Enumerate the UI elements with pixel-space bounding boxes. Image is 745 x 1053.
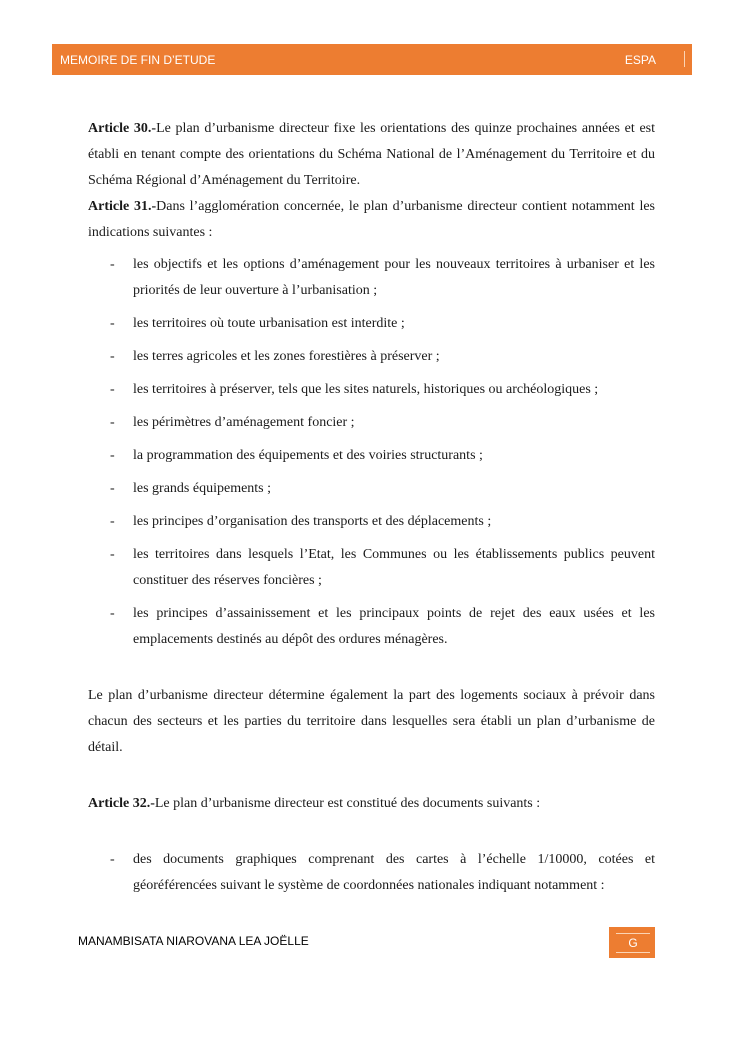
dash-bullet: - [110,349,115,364]
page-number: G [616,933,650,953]
header-separator [684,51,685,67]
dash-bullet: - [110,382,115,397]
list-item: - les territoires où toute urbanisation est interdite ; [88,311,655,337]
article-31-label: Article 31.- [88,199,157,214]
list-item: - les objectifs et les options d’aménagement pour les nouveaux territoires à urbaniser et les priorités de leur ouverture à l’urbanisation ; [88,252,655,304]
list-item: - les périmètres d’aménagement foncier ; [88,410,655,436]
list-item: - les grands équipements ; [88,476,655,502]
list-item: - des documents graphiques comprenant des cartes à l’échelle 1/10000, cotées et géoréférencées suivant le système de coordonnées nationales indiquant notamment : [88,847,655,899]
document-body [88,116,655,906]
dash-bullet: - [110,257,115,272]
dash-bullet: - [110,606,115,621]
list-item: - les terres agricoles et les zones forestières à préserver ; [88,344,655,370]
header-school: ESPA [624,53,656,67]
logements-paragraph: Le plan d’urbanisme directeur détermine également la part des logements sociaux à prévoir dans chacun des secteurs et les parties du territoire dans lesquelles sera établi un plan d’urbanisme de détail. [88,688,655,755]
dash-bullet: - [110,481,115,496]
article-32-text: Le plan d’urbanisme directeur est constitué des documents suivants : [154,796,541,811]
article-32 [88,791,655,817]
article-32-label: Article 32.- [88,796,155,811]
page-header [52,44,692,75]
header-title: MEMOIRE DE FIN D’ETUDE [60,53,216,67]
article-31-text: Dans l’agglomération concernée, le plan d’urbanisme directeur contient notamment les indications suivantes : [88,199,655,240]
article-30-label: Article 30.- [88,121,157,136]
article-31-list [88,252,655,653]
footer-author: MANAMBISATA NIAROVANA LEA JOËLLE [78,934,309,948]
dash-bullet: - [110,448,115,463]
list-item: - les principes d’organisation des transports et des déplacements ; [88,509,655,535]
list-item: - la programmation des équipements et des voiries structurants ; [88,443,655,469]
dash-bullet: - [110,316,115,331]
page-number-box [609,927,655,958]
article-31 [88,194,655,246]
dash-bullet: - [110,852,115,867]
list-item: - les principes d’assainissement et les principaux points de rejet des eaux usées et les emplacements destinés au dépôt des ordures ménagères. [88,601,655,653]
article-30-text: Le plan d’urbanisme directeur fixe les orientations des quinze prochaines années et est établi en tenant compte des orientations du Schéma National de l’Aménagement du Territoire et du Schéma Régional d’Aménagement du Territoire. [88,121,656,188]
dash-bullet: - [110,514,115,529]
list-item: - les territoires dans lesquels l’Etat, les Communes ou les établissements publics peuvent constituer des réserves foncières ; [88,542,655,594]
dash-bullet: - [110,547,115,562]
article-32-list [88,847,655,899]
dash-bullet: - [110,415,115,430]
article-30 [88,116,655,194]
list-item: - les territoires à préserver, tels que les sites naturels, historiques ou archéologiques ; [88,377,655,403]
